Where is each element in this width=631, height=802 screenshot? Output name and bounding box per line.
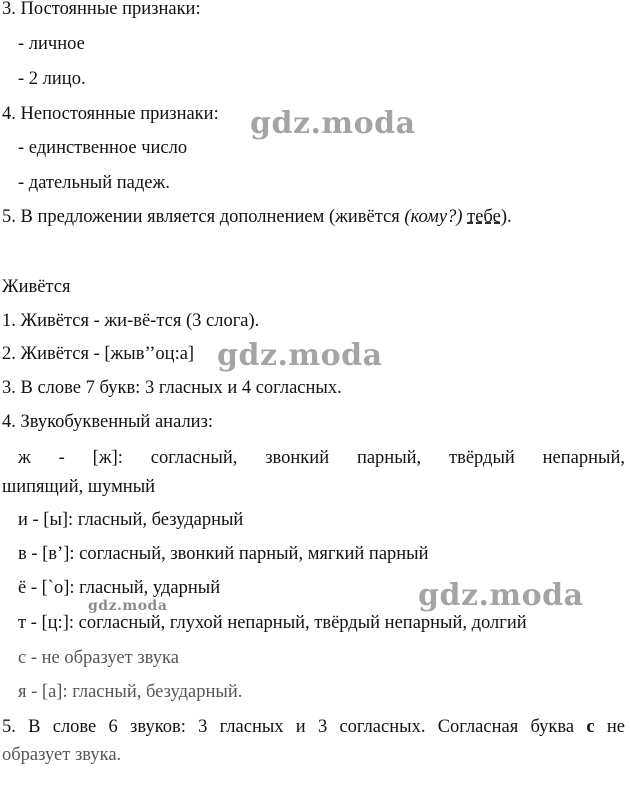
syllables-line: 1. Живётся - жи-вё-тся (3 слога). (2, 311, 260, 331)
sentence-role-suffix: ). (500, 207, 512, 227)
watermark-logo: gdz.moda (250, 106, 416, 141)
sounds-count-tail: не (594, 717, 625, 737)
sound-zh-line1: ж - [ж]: согласный, звонкий парный, твёрдый непарный, (18, 448, 625, 468)
sentence-role-prefix: 5. В предложении является дополнением (живётся (2, 207, 405, 227)
sentence-role-line (2, 206, 512, 228)
analysis-header: 4. Звукобуквенный анализ: (2, 412, 214, 432)
analyzed-word-title: Живётся (2, 277, 71, 297)
sound-ya: я - [а]: гласный, безударный. (18, 682, 243, 702)
sentence-role-question: (кому?) (404, 207, 463, 227)
sound-v: в - [в’]: согласный, звонкий парный, мягкий парный (18, 544, 429, 564)
constant-features-header: 3. Постоянные признаки: (2, 0, 201, 19)
sound-i: и - [ы]: гласный, безударный (18, 510, 244, 530)
sound-zh-line2: шипящий, шумный (2, 477, 156, 497)
sounds-count-line (2, 716, 625, 738)
sentence-role-word: тебе (467, 207, 501, 227)
sound-yo: ё - [`о]: гласный, ударный (18, 578, 221, 598)
watermark-logo: gdz.moda (88, 598, 168, 614)
sound-s: с - не образует звука (18, 648, 179, 668)
letters-count-line: 3. В слове 7 букв: 3 гласных и 4 согласных. (2, 378, 342, 398)
variable-item-case: - дательный падеж. (18, 173, 170, 193)
sounds-count-text: 5. В слове 6 звуков: 3 гласных и 3 согласных. Согласная буква (2, 717, 587, 737)
sounds-count-line2: образует звука. (2, 745, 122, 765)
constant-item-personal: - личное (18, 34, 85, 54)
constant-item-person: - 2 лицо. (18, 69, 86, 89)
variable-features-header: 4. Непостоянные признаки: (2, 104, 219, 124)
variable-item-number: - единственное число (18, 138, 188, 158)
watermark-logo: gdz.moda (418, 578, 584, 613)
transcription-line: 2. Живётся - [жыв’’оц:а] (2, 344, 195, 364)
watermark-logo: gdz.moda (217, 338, 383, 373)
sound-t: т - [ц:]: согласный, глухой непарный, твёрдый непарный, долгий (18, 613, 527, 633)
consonant-letter: с (586, 717, 595, 737)
